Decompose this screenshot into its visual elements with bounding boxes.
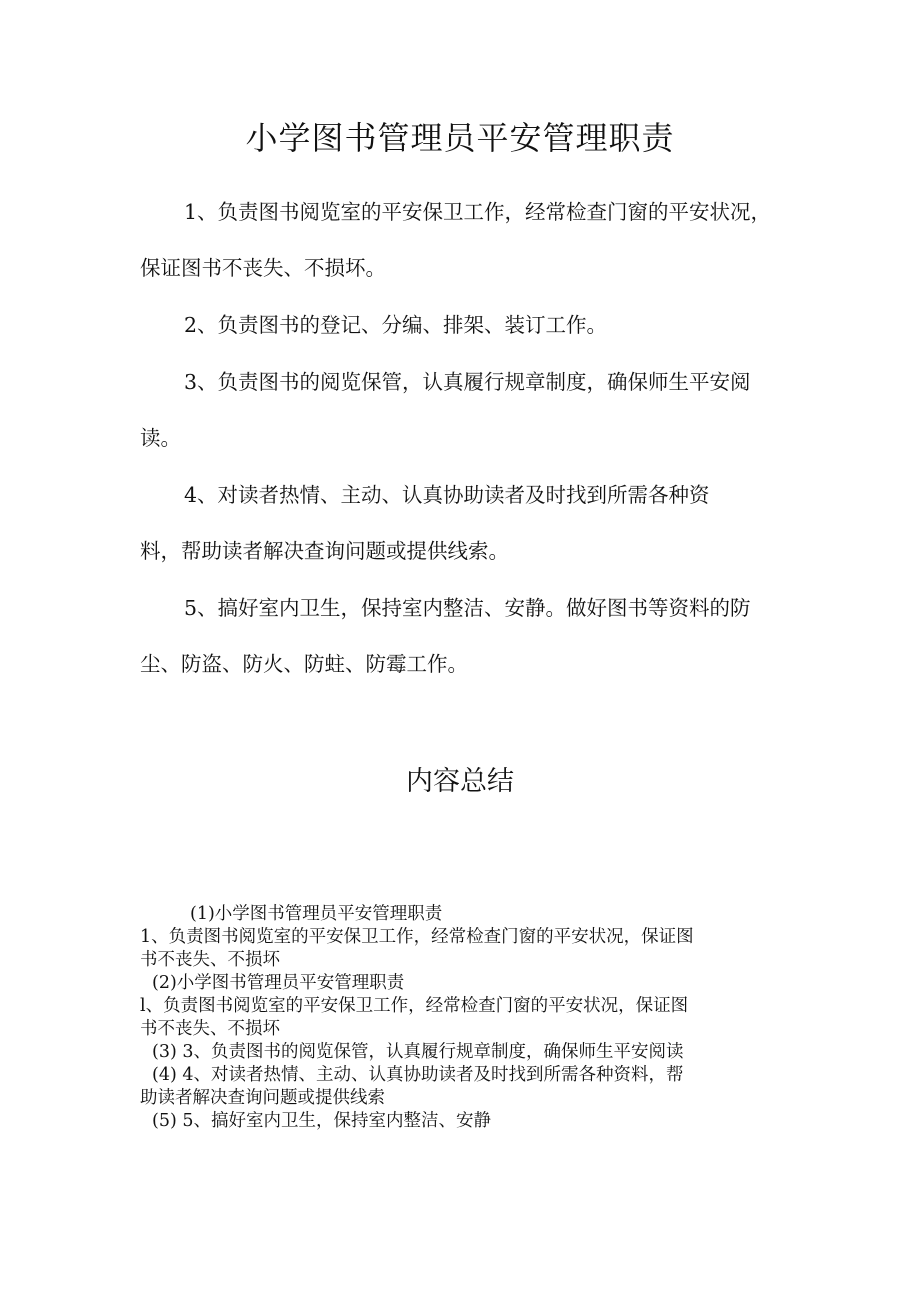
- duty-item-5-line-2: 尘、防盗、防火、防蛀、防霉工作。: [140, 652, 468, 676]
- duty-item-2: [140, 297, 790, 353]
- duty-item-4-line-1: 4、对读者热情、主动、认真协助读者及时找到所需各种资: [184, 483, 710, 507]
- duty-item-3-line-1: 3、负责图书的阅览保管，认真履行规章制度，确保师生平安阅: [184, 370, 751, 394]
- duty-item-5: [140, 580, 790, 692]
- duty-item-5-line-1: 5、搞好室内卫生，保持室内整洁、安静。做好图书等资料的防: [184, 596, 751, 620]
- summary-line-6: 书不丧失、不损坏: [140, 1019, 280, 1039]
- duty-item-1-line-1: 1、负责图书阅览室的平安保卫工作，经常检查门窗的平安状况，: [184, 200, 772, 224]
- summary-title: 内容总结: [406, 766, 514, 797]
- summary-line-3: 书不丧失、不损坏: [140, 950, 280, 970]
- summary-line-8: (4) 4、对读者热情、主动、认真协助读者及时找到所需各种资料，帮: [152, 1065, 684, 1085]
- summary-line-9: 助读者解决查询问题或提供线索: [140, 1088, 385, 1108]
- summary-line-5: l、负责图书阅览室的平安保卫工作，经常检查门窗的平安状况，保证图: [140, 996, 689, 1016]
- duty-item-4-line-2: 料，帮助读者解决查询问题或提供线索。: [140, 539, 509, 563]
- duty-item-2-line-1: 2、负责图书的登记、分编、排架、装订工作。: [184, 313, 608, 337]
- summary-line-1: (1)小学图书管理员平安管理职责: [190, 904, 443, 924]
- document-title: 小学图书管理员平安管理职责: [245, 119, 675, 157]
- summary-line-7: (3) 3、负责图书的阅览保管，认真履行规章制度，确保师生平安阅读: [152, 1042, 684, 1062]
- duty-item-3: [140, 354, 790, 466]
- duty-item-1: [140, 184, 790, 296]
- summary-line-4: (2)小学图书管理员平安管理职责: [152, 973, 405, 993]
- summary-line-2: 1、负责图书阅览室的平安保卫工作，经常检查门窗的平安状况，保证图: [140, 927, 694, 947]
- summary-block: [140, 903, 780, 1133]
- duty-item-3-line-2: 读。: [140, 426, 181, 450]
- duty-item-4: [140, 467, 790, 579]
- summary-line-10: (5) 5、搞好室内卫生，保持室内整洁、安静: [152, 1111, 491, 1131]
- duty-item-1-line-2: 保证图书不丧失、不损坏。: [140, 256, 386, 280]
